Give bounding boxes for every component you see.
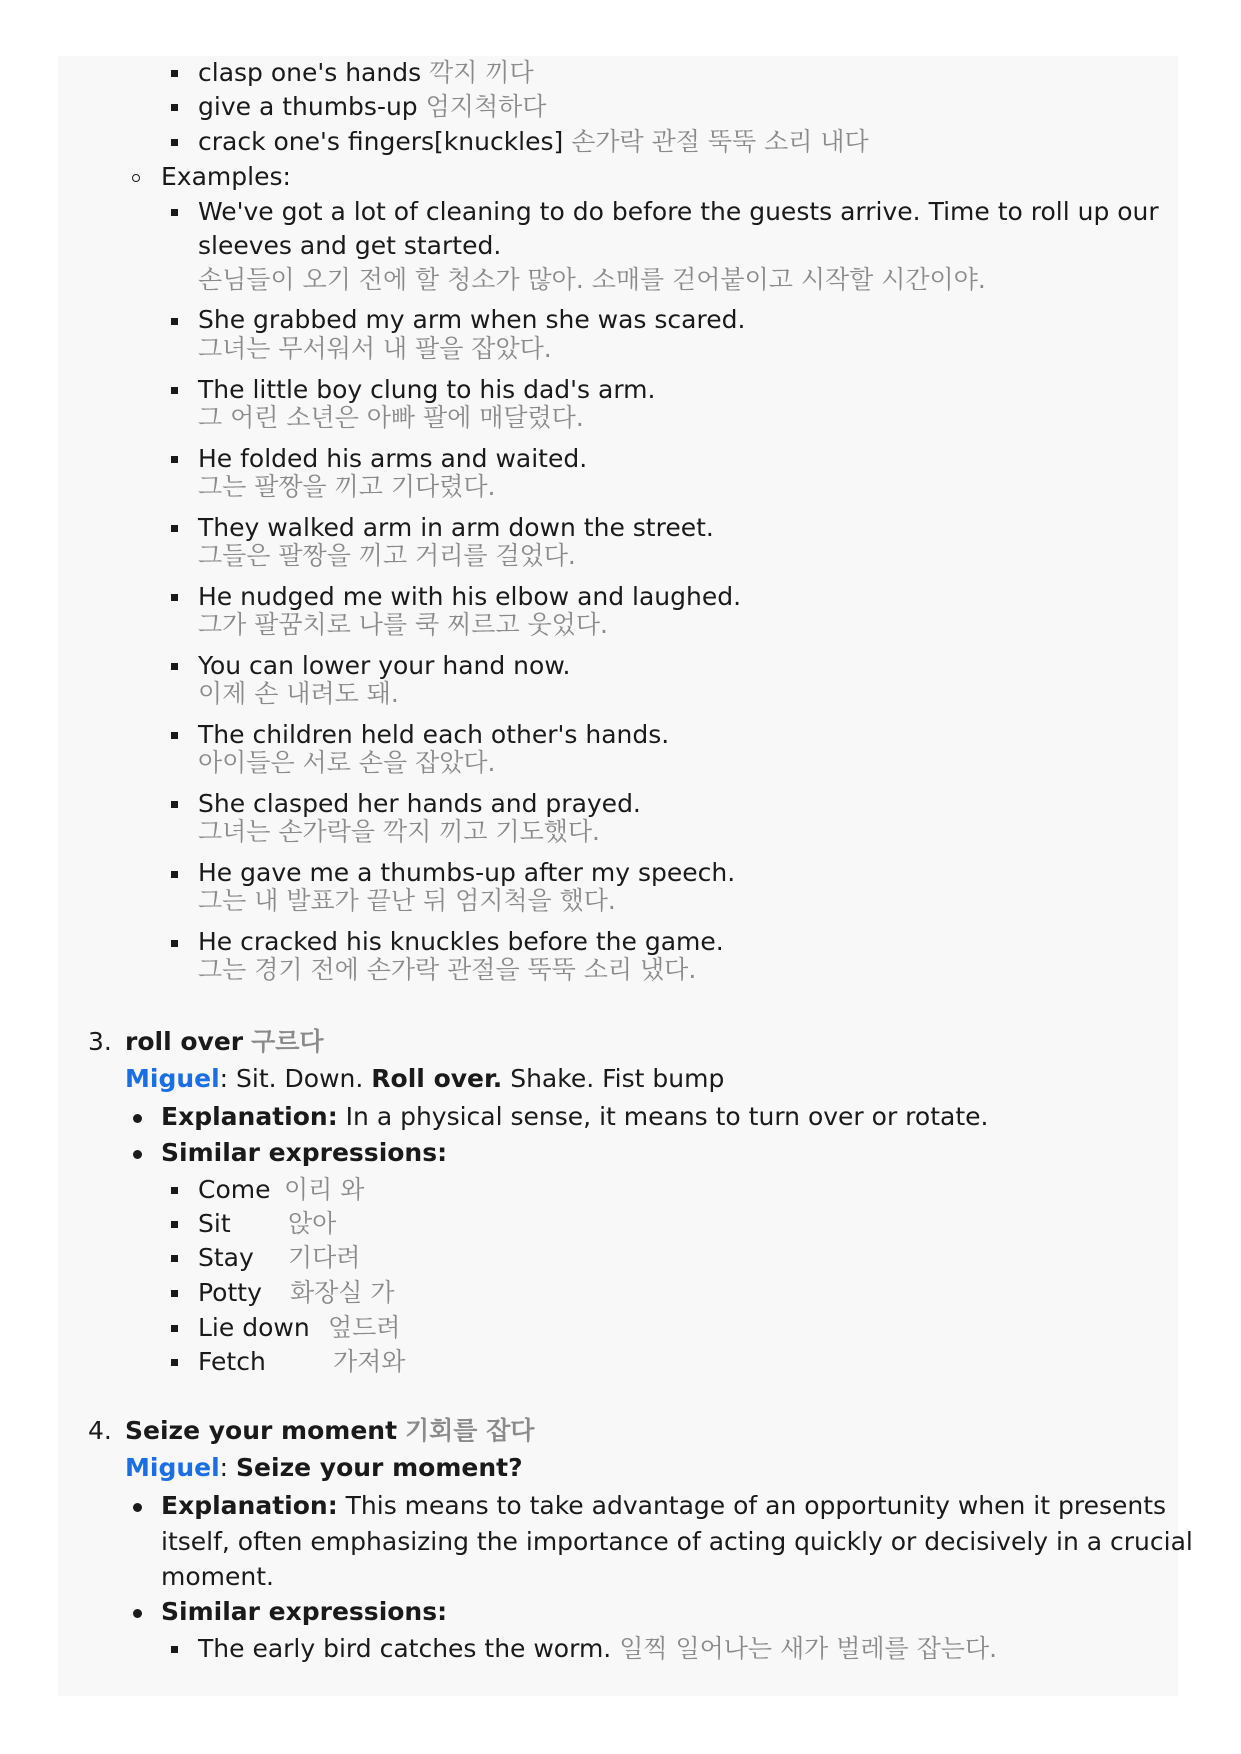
similar-item-ko: 앉아 [288, 1209, 337, 1238]
example-en: He folded his arms and waited. [198, 444, 588, 473]
similar-item-ko: 화장실 가 [290, 1278, 395, 1307]
example-ko: 손님들이 오기 전에 할 청소가 많아. 소매를 걷어붙이고 시작할 시간이야. [198, 265, 986, 294]
item-number: 4. [88, 1416, 112, 1445]
bullet-square [171, 525, 178, 532]
example-ko: 그 어린 소년은 아빠 팔에 매달렸다. [198, 403, 584, 432]
similar-item: Come [198, 1175, 271, 1204]
bullet-square [171, 456, 178, 463]
bullet-square [171, 732, 178, 739]
bullet-square [171, 871, 178, 878]
example-ko: 이제 손 내려도 돼. [198, 679, 399, 708]
speaker-name: Miguel [125, 1064, 220, 1093]
example-en: He cracked his knuckles before the game. [198, 927, 724, 956]
bullet-circle [132, 174, 140, 182]
bullet-square [171, 1290, 178, 1297]
dialogue-line: Miguel: Seize your moment? [125, 1453, 523, 1482]
example-ko: 그들은 팔짱을 끼고 거리를 걸었다. [198, 541, 576, 570]
examples-label: Examples: [161, 162, 291, 191]
bullet-square [171, 1255, 178, 1262]
example-en: She grabbed my arm when she was scared. [198, 305, 746, 334]
bullet-square [171, 209, 178, 216]
example-en: The little boy clung to his dad's arm. [198, 375, 656, 404]
example-ko: 그녀는 손가락을 깍지 끼고 기도했다. [198, 817, 600, 846]
bullet-square [171, 139, 178, 146]
example-en: He gave me a thumbs-up after my speech. [198, 858, 736, 887]
example-en: We've got a lot of cleaning to do before the guests arrive. Time to roll up our [198, 197, 1159, 226]
bullet-dot [133, 1150, 142, 1159]
similar-item-ko: 기다려 [288, 1243, 361, 1272]
explanation-cont: itself, often emphasizing the importance of acting quickly or decisively in a crucial [161, 1527, 1193, 1556]
gesture-item: clasp one's hands 깍지 끼다 [198, 58, 534, 87]
similar-item: Fetch [198, 1347, 266, 1376]
bullet-square [171, 1359, 178, 1366]
explanation: Explanation: This means to take advantage of an opportunity when it presents [161, 1491, 1167, 1520]
example-en: She clasped her hands and prayed. [198, 789, 641, 818]
bullet-square [171, 1646, 178, 1653]
similar-item: Potty [198, 1278, 262, 1307]
bullet-square [171, 70, 178, 77]
similar-item-ko: 엎드려 [328, 1313, 401, 1342]
example-ko: 그는 경기 전에 손가락 관절을 뚝뚝 소리 냈다. [198, 955, 697, 984]
bullet-square [171, 801, 178, 808]
item-heading: roll over 구르다 [125, 1027, 324, 1056]
bullet-dot [133, 1114, 142, 1123]
bullet-square [171, 104, 178, 111]
explanation-cont: moment. [161, 1562, 274, 1591]
similar-item: Stay [198, 1243, 254, 1272]
similar-item-ko: 이리 와 [284, 1175, 365, 1204]
similar-label: Similar expressions: [161, 1597, 448, 1626]
gesture-item: crack one's fingers[knuckles] 손가락 관절 뚝뚝 소리 내다 [198, 127, 869, 156]
example-ko: 그는 팔짱을 끼고 기다렸다. [198, 472, 496, 501]
example-ko: 그는 내 발표가 끝난 뒤 엄지척을 했다. [198, 886, 616, 915]
speaker-name: Miguel [125, 1453, 220, 1482]
bullet-dot [133, 1609, 142, 1618]
explanation: Explanation: In a physical sense, it means to turn over or rotate. [161, 1102, 989, 1131]
example-ko: 아이들은 서로 손을 잡았다. [198, 748, 496, 777]
similar-item: Sit [198, 1209, 231, 1238]
bullet-square [171, 594, 178, 601]
bullet-square [171, 1187, 178, 1194]
item-heading: Seize your moment 기회를 잡다 [125, 1416, 535, 1445]
bullet-square [171, 1325, 178, 1332]
item-number: 3. [88, 1027, 112, 1056]
bullet-square [171, 940, 178, 947]
example-en: He nudged me with his elbow and laughed. [198, 582, 742, 611]
bullet-square [171, 663, 178, 670]
example-ko: 그가 팔꿈치로 나를 쿡 찌르고 웃었다. [198, 610, 608, 639]
bullet-dot [133, 1503, 142, 1512]
bullet-square [171, 1221, 178, 1228]
bullet-square [171, 387, 178, 394]
similar-label: Similar expressions: [161, 1138, 448, 1167]
example-en: They walked arm in arm down the street. [198, 513, 714, 542]
bullet-square [171, 318, 178, 325]
gesture-item: give a thumbs-up 엄지척하다 [198, 92, 547, 121]
example-en: The children held each other's hands. [198, 720, 670, 749]
example-en: sleeves and get started. [198, 231, 502, 260]
dialogue-line: Miguel: Sit. Down. Roll over. Shake. Fist bump [125, 1064, 725, 1093]
example-en: You can lower your hand now. [198, 651, 571, 680]
similar-item: Lie down [198, 1313, 310, 1342]
similar-item-ko: 가져와 [333, 1347, 406, 1376]
example-ko: 그녀는 무서워서 내 팔을 잡았다. [198, 334, 552, 363]
similar-item: The early bird catches the worm. 일찍 일어나는 새가 벌레를 잡는다. [198, 1634, 998, 1663]
